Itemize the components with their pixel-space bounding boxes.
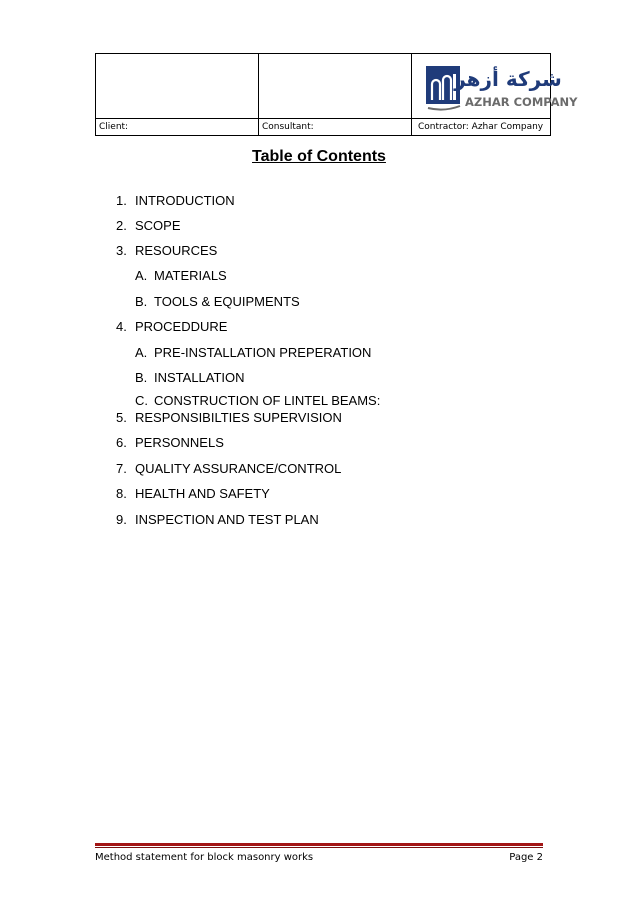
toc-item-number: 7. <box>116 461 127 476</box>
toc-item <box>116 193 235 208</box>
toc-subitem <box>135 393 380 408</box>
toc-subitem <box>135 345 371 360</box>
toc-item-text: CONSTRUCTION OF LINTEL BEAMS: <box>154 393 381 408</box>
toc-item <box>116 243 217 258</box>
logo-arabic-text: شركة أزهر <box>454 67 562 91</box>
toc-item <box>116 319 227 334</box>
toc-item <box>116 461 341 476</box>
toc-item <box>116 435 224 450</box>
consultant-label: Consultant: <box>259 119 412 136</box>
toc-item-number: 9. <box>116 512 127 527</box>
toc-item-text: PRE-INSTALLATION PREPERATION <box>154 345 372 360</box>
toc-item-number: 2. <box>116 218 127 233</box>
toc-item-text: RESOURCES <box>135 243 218 258</box>
toc-item-text: MATERIALS <box>154 268 227 283</box>
footer-rule-thin <box>95 847 543 848</box>
toc-item-number: A. <box>135 268 148 283</box>
toc-item-text: HEALTH AND SAFETY <box>135 486 270 501</box>
footer-page-number: Page 2 <box>509 852 543 863</box>
toc-item <box>116 486 270 501</box>
header-table <box>95 53 578 136</box>
toc-item-text: QUALITY ASSURANCE/CONTROL <box>135 461 342 476</box>
toc-item-number: C. <box>135 393 148 408</box>
toc-item-text: INTRODUCTION <box>135 193 235 208</box>
toc-item <box>116 218 181 233</box>
toc-item <box>116 410 342 425</box>
toc-item-text: PROCEDDURE <box>135 319 228 334</box>
toc-item-text: SCOPE <box>135 218 181 233</box>
azhar-company-logo <box>426 60 578 112</box>
client-label: Client: <box>96 119 259 136</box>
toc-subitem <box>135 370 245 385</box>
footer-rule <box>95 843 543 846</box>
toc-subitem <box>135 268 227 283</box>
toc-item-text: TOOLS & EQUIPMENTS <box>154 294 300 309</box>
toc-item-text: INSPECTION AND TEST PLAN <box>135 512 319 527</box>
toc-item <box>116 512 319 527</box>
toc-item-number: 8. <box>116 486 127 501</box>
toc-item-text: RESPONSIBILTIES SUPERVISION <box>135 410 342 425</box>
toc-item-number: 5. <box>116 410 127 425</box>
toc-item-number: 1. <box>116 193 127 208</box>
contractor-label: Contractor: Azhar Company <box>412 119 551 136</box>
toc-item-text: PERSONNELS <box>135 435 224 450</box>
toc-item-number: B. <box>135 294 148 309</box>
client-logo-cell <box>96 54 259 119</box>
toc-item-number: 6. <box>116 435 127 450</box>
toc-item-text: INSTALLATION <box>154 370 245 385</box>
toc-subitem <box>135 294 300 309</box>
consultant-logo-cell <box>259 54 412 119</box>
toc-item-number: 3. <box>116 243 127 258</box>
toc-item-number: B. <box>135 370 148 385</box>
footer-document-title: Method statement for block masonry works <box>95 852 314 863</box>
toc-item-number: A. <box>135 345 148 360</box>
contractor-logo-cell <box>412 54 578 119</box>
logo-english-text: AZHAR COMPANY <box>465 95 578 109</box>
toc-title: Table of Contents <box>252 148 386 165</box>
toc-item-number: 4. <box>116 319 127 334</box>
